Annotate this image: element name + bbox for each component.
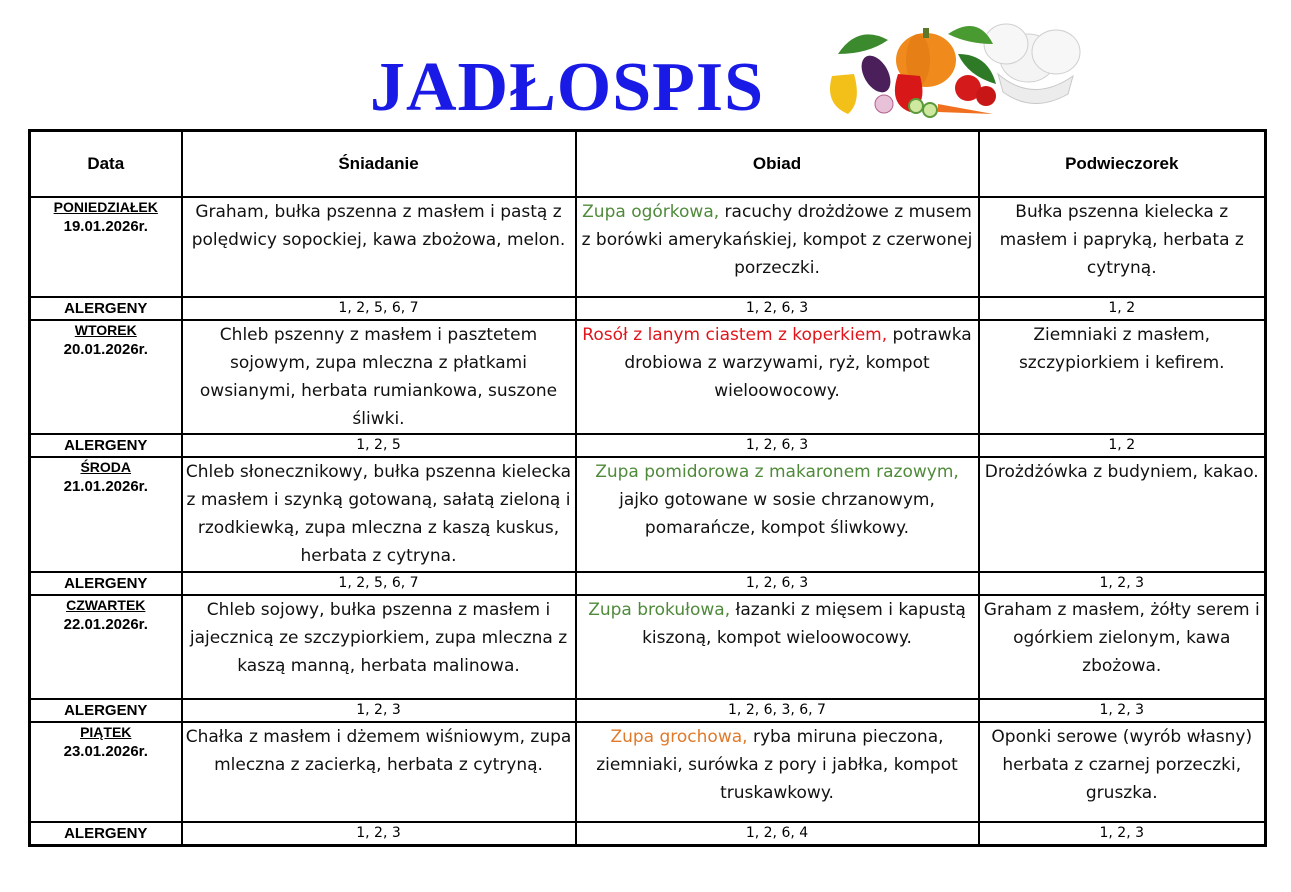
soup-name: Rosół z lanym ciastem z koperkiem, [582,325,888,345]
day-name: PIĄTEK [80,724,132,740]
allergen-snack: 1, 2, 3 [979,699,1266,722]
breakfast-line: Chleb pszenny z masłem i pasztetem [219,325,538,345]
day-row-thursday [30,595,1266,699]
day-name: PONIEDZIAŁEK [53,199,158,215]
allergen-breakfast: 1, 2, 3 [182,699,576,722]
snack-cell [979,595,1266,699]
snack-line: Graham z masłem, [983,600,1145,620]
allergen-breakfast: 1, 2, 5, 6, 7 [182,572,576,595]
lunch-line: potrawka drobiowa z warzywami, ryż, [624,325,972,373]
lunch-line: łazanki z mięsem i kapustą kiszoną, [642,600,966,648]
breakfast-cell [182,595,576,699]
day-cell [30,595,182,699]
snack-line: zielonym, kawa zbożowa. [1082,628,1231,676]
allergen-snack: 1, 2 [979,297,1266,320]
allergen-snack: 1, 2, 3 [979,572,1266,595]
allergen-row [30,822,1266,846]
breakfast-cell [182,320,576,434]
allergen-snack: 1, 2, 3 [979,822,1266,846]
allergen-row [30,297,1266,320]
day-cell [30,457,182,572]
day-row-friday [30,722,1266,822]
breakfast-cell [182,197,576,297]
snack-cell [979,722,1266,822]
breakfast-line: sałatą zieloną i rzodkiewką, zupa mleczna [197,490,571,538]
breakfast-line: z kaszą kuskus, herbata z cytryna. [300,518,560,566]
lunch-cell [576,595,979,699]
lunch-cell [576,197,979,297]
snack-line: Ziemniaki z masłem, [1033,325,1211,345]
lunch-cell [576,457,979,572]
breakfast-line: owsianymi, herbata rumiankowa, [199,381,483,401]
snack-line: szczypiorkiem i kefirem. [1018,353,1225,373]
allergen-breakfast: 1, 2, 3 [182,822,576,846]
snack-line: Drożdżówka z budyniem, [984,462,1198,482]
lunch-line: jajko gotowane w sosie chrzanowym, [619,490,935,510]
menu-table [28,129,1267,847]
allergen-lunch: 1, 2, 6, 3 [576,434,979,457]
allergen-row [30,699,1266,722]
day-name: CZWARTEK [66,597,146,613]
breakfast-line: zupa mleczna z zacierką, [214,727,572,775]
allergen-row [30,572,1266,595]
header-breakfast: Śniadanie [182,131,576,198]
breakfast-line: Graham, bułka pszenna z masłem [195,202,485,222]
allergen-lunch: 1, 2, 6, 3, 6, 7 [576,699,979,722]
allergen-label: ALERGENY [30,822,182,846]
lunch-line: kompot wieloowocowy. [714,353,930,401]
day-cell [30,722,182,822]
allergen-label: ALERGENY [30,699,182,722]
header-date: Data [30,131,182,198]
snack-line: gruszka. [1085,783,1158,803]
lunch-line: kompot wieloowocowy. [716,628,912,648]
page-title: JADŁOSPIS [370,49,765,126]
day-date: 23.01.2026r. [63,743,148,760]
snack-line: Bułka pszenna kielecka [1015,202,1214,222]
snack-line: żółty serem i ogórkiem [1013,600,1260,648]
breakfast-line: sojowym, zupa mleczna z płatkami [230,353,527,373]
breakfast-cell [182,457,576,572]
breakfast-line: kielecka z masłem i szynką gotowaną, [186,462,572,510]
allergen-snack: 1, 2 [979,434,1266,457]
breakfast-line: Chleb słonecznikowy, bułka pszenna [185,462,497,482]
lunch-line: ziemniaki, surówka z pory i jabłka, [596,755,889,775]
allergen-label: ALERGENY [30,297,182,320]
lunch-text: racuchy drożdżowe [719,202,889,222]
allergen-lunch: 1, 2, 6, 4 [576,822,979,846]
snack-line: z masłem i papryką, [999,202,1229,250]
day-name: WTOREK [74,322,137,338]
soup-name: Zupa pomidorowa z makaronem razowym, [595,462,959,482]
day-row-monday [30,197,1266,297]
breakfast-line: i pastą z polędwicy sopockiej, [191,202,562,250]
lunch-line: kompot truskawkowy. [720,755,958,803]
lunch-line: z musem z borówki amerykańskiej, [581,202,972,250]
header-snack: Podwieczorek [979,131,1266,198]
allergen-breakfast: 1, 2, 5, 6, 7 [182,297,576,320]
day-date: 21.01.2026r. [63,478,148,495]
soup-name: Zupa brokułowa, [588,600,731,620]
snack-cell [979,320,1266,434]
snack-cell [979,457,1266,572]
allergen-row [30,434,1266,457]
snack-line: Oponki serowe (wyrób własny) [991,727,1253,747]
day-date: 22.01.2026r. [63,616,148,633]
lunch-cell [576,320,979,434]
breakfast-line: Chleb sojowy, bułka pszenna z masłem [206,600,541,620]
allergen-label: ALERGENY [30,572,182,595]
day-row-wednesday [30,457,1266,572]
breakfast-cell [182,722,576,822]
day-date: 19.01.2026r. [63,218,148,235]
breakfast-line: Chałka z masłem i dżemem wiśniowym, [185,727,525,747]
breakfast-line: mleczna z kaszą manną, herbata malinowa. [237,628,568,676]
lunch-line: pomarańcze, kompot śliwkowy. [644,518,910,538]
lunch-text: ryba miruna pieczona, [747,727,944,747]
day-row-tuesday [30,320,1266,434]
allergen-lunch: 1, 2, 6, 3 [576,297,979,320]
snack-line: herbata z czarnej porzeczki, [1002,755,1242,775]
snack-cell [979,197,1266,297]
lunch-line: kompot z czerwonej porzeczki. [734,230,973,278]
soup-name: Zupa grochowa, [610,727,748,747]
header-lunch: Obiad [576,131,979,198]
lunch-cell [576,722,979,822]
vegetables-chef-hat-icon [818,14,1083,120]
breakfast-line: kawa zbożowa, melon. [372,230,566,250]
day-cell [30,320,182,434]
allergen-label: ALERGENY [30,434,182,457]
day-date: 20.01.2026r. [63,341,148,358]
day-name: ŚRODA [80,459,132,475]
snack-line: herbata z cytryną. [1086,230,1244,278]
snack-line: kakao. [1203,462,1259,482]
day-cell [30,197,182,297]
breakfast-line: i jajecznicą ze szczypiorkiem, zupa [189,600,551,648]
allergen-breakfast: 1, 2, 5 [182,434,576,457]
breakfast-line: suszone śliwki. [352,381,558,429]
soup-name: Zupa ogórkowa, [582,202,720,222]
allergen-lunch: 1, 2, 6, 3 [576,572,979,595]
breakfast-line: herbata z cytryną. [386,755,543,775]
header-row [30,131,1266,198]
